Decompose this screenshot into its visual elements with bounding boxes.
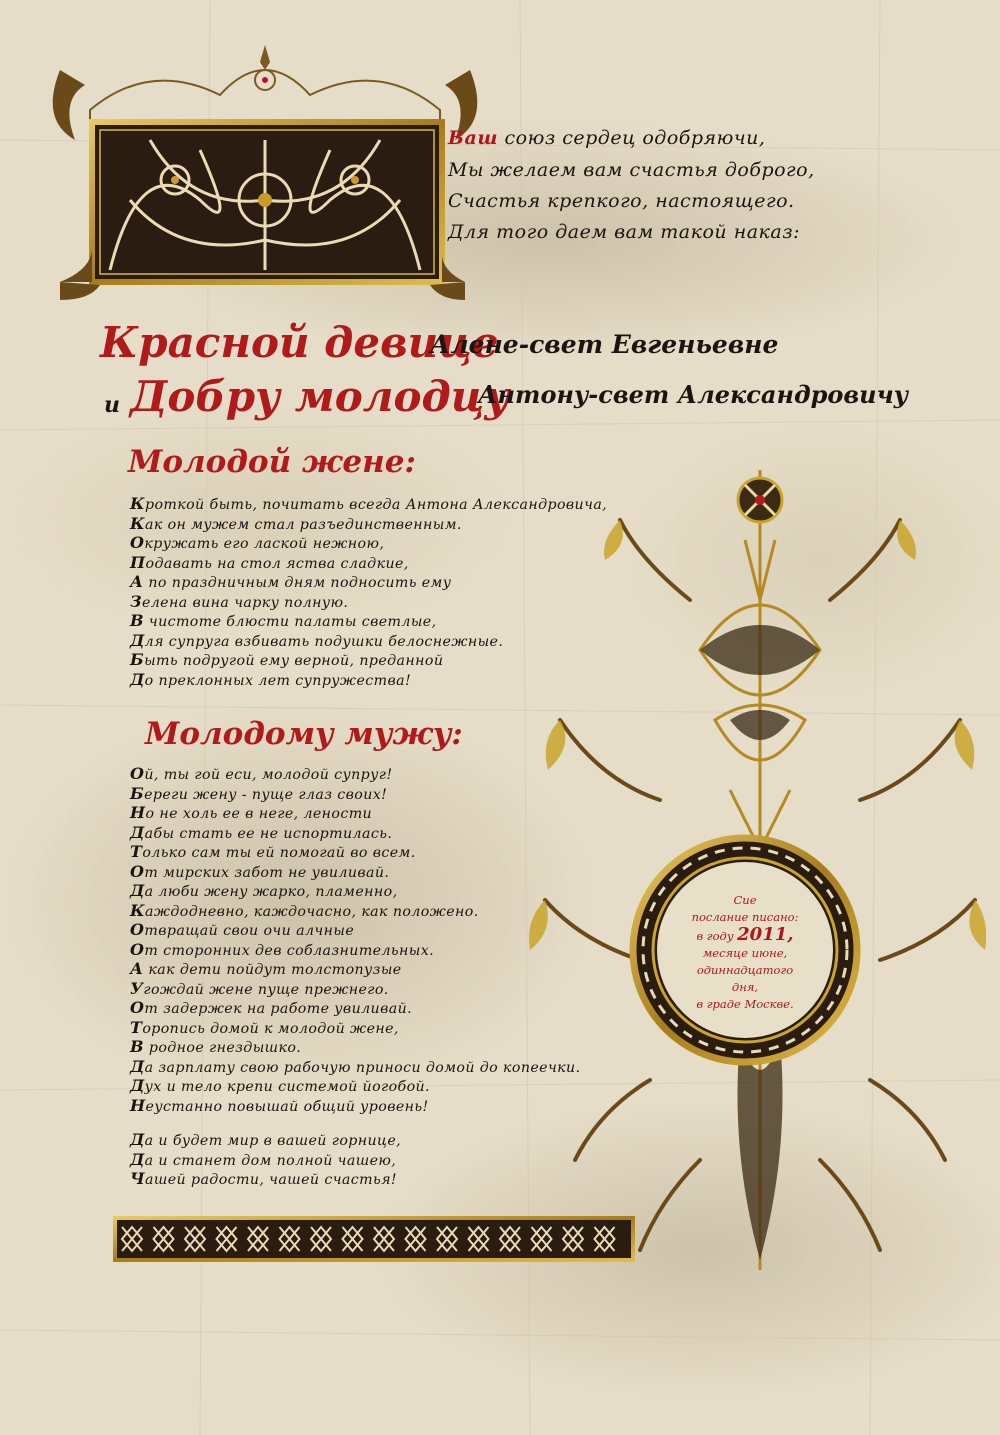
medallion-line: Сие (733, 893, 757, 907)
verse-line: От сторонних дев соблазнительных. (130, 939, 435, 959)
verse-line: Береги жену - пуще глаз своих! (130, 783, 388, 803)
wife-heading: Молодой жене: (128, 444, 416, 480)
verse-line: Да и будет мир в вашей горнице, (130, 1130, 402, 1149)
intro-line-4: Для того даем вам такой наказ: (448, 221, 800, 243)
verse-line: Как он мужем стал разъединственным. (130, 513, 462, 533)
bride-name: Алене-свет Евгеньевне (430, 330, 779, 359)
medallion-line: в граде Москве. (696, 997, 794, 1011)
verse-line: Дух и тело крепи системой йогобой. (130, 1076, 430, 1095)
husband-heading: Молодому мужу: (145, 716, 463, 752)
verse-line: Для супруга взбивать подушки белоснежные. (130, 630, 504, 650)
connector-and: и (104, 392, 120, 418)
medallion-line: послание писано: (691, 910, 799, 924)
verse-line: Кроткой быть, почитать всегда Антона Александровича, (130, 494, 608, 513)
verse-line: В чистоте блюсти палаты светлые, (130, 611, 437, 630)
husband-verses (130, 764, 581, 1115)
verse-line: Дабы стать ее не испортилась. (130, 822, 393, 842)
bottom-ornamental-border (115, 1218, 633, 1260)
top-knot-emblem (738, 478, 782, 522)
verse-line: Каждодневно, каждочасно, как положено. (130, 900, 479, 920)
verse-line: Ой, ты гой еси, молодой супруг! (130, 764, 393, 783)
verse-line: А по праздничным дням подносить ему (130, 572, 452, 591)
verse-line: А как дети пойдут толстопузые (130, 959, 402, 978)
verse-line: Зелена вина чарку полную. (130, 591, 349, 611)
verse-line: Подавать на стол яства сладкие, (130, 552, 409, 572)
verse-line: Неустанно повышай общий уровень! (130, 1095, 429, 1115)
verse-line: Да и станет дом полной чашею, (130, 1149, 397, 1169)
verse-line: Быть подругой ему верной, преданной (130, 650, 444, 669)
medallion-line: дня, (731, 980, 759, 994)
verse-line: Угождай жене пуще прежнего. (130, 978, 389, 998)
verse-line: Но не холь ее в неге, лености (130, 803, 373, 822)
intro-line-3: Счастья крепкого, настоящего. (448, 190, 795, 212)
verse-line: От мирских забот не увиливай. (130, 861, 390, 881)
verse-line: Чашей радости, чашей счастья! (130, 1169, 398, 1188)
verse-line: Да люби жену жарко, пламенно, (130, 881, 398, 900)
verse-line: Окружать его лаской нежною, (130, 533, 385, 552)
verse-line: В родное гнездышко. (130, 1037, 302, 1056)
verse-line: Только сам ты ей помогай во всем. (130, 842, 416, 861)
medallion-line: в году 2011, (696, 924, 794, 945)
verse-line: От задержек на работе увиливай. (130, 998, 413, 1017)
bride-title: Красной девице (100, 318, 499, 367)
medallion-inscription (684, 892, 806, 1013)
groom-name: Антону-свет Александровичу (478, 380, 909, 409)
verse-line: Да зарплату свою рабочую приноси домой до копеечки. (130, 1056, 581, 1076)
intro-line-2: Мы желаем вам счастья доброго, (448, 159, 815, 181)
verse-line: До преклонных лет супружества! (130, 669, 412, 689)
medallion-line: месяце июне, (702, 946, 788, 960)
closing-verses (130, 1130, 401, 1189)
medallion-line: одиннадцатого (696, 963, 794, 977)
groom-title: Добру молодцу (130, 372, 510, 421)
verse-line: Торопись домой к молодой жене, (130, 1017, 399, 1037)
intro-line-1: Ваш союз сердец одобряючи, (448, 127, 766, 149)
verse-line: Отвращай свои очи алчные (130, 920, 355, 939)
medallion-year: 2011, (737, 924, 794, 945)
wife-verses (130, 494, 607, 689)
